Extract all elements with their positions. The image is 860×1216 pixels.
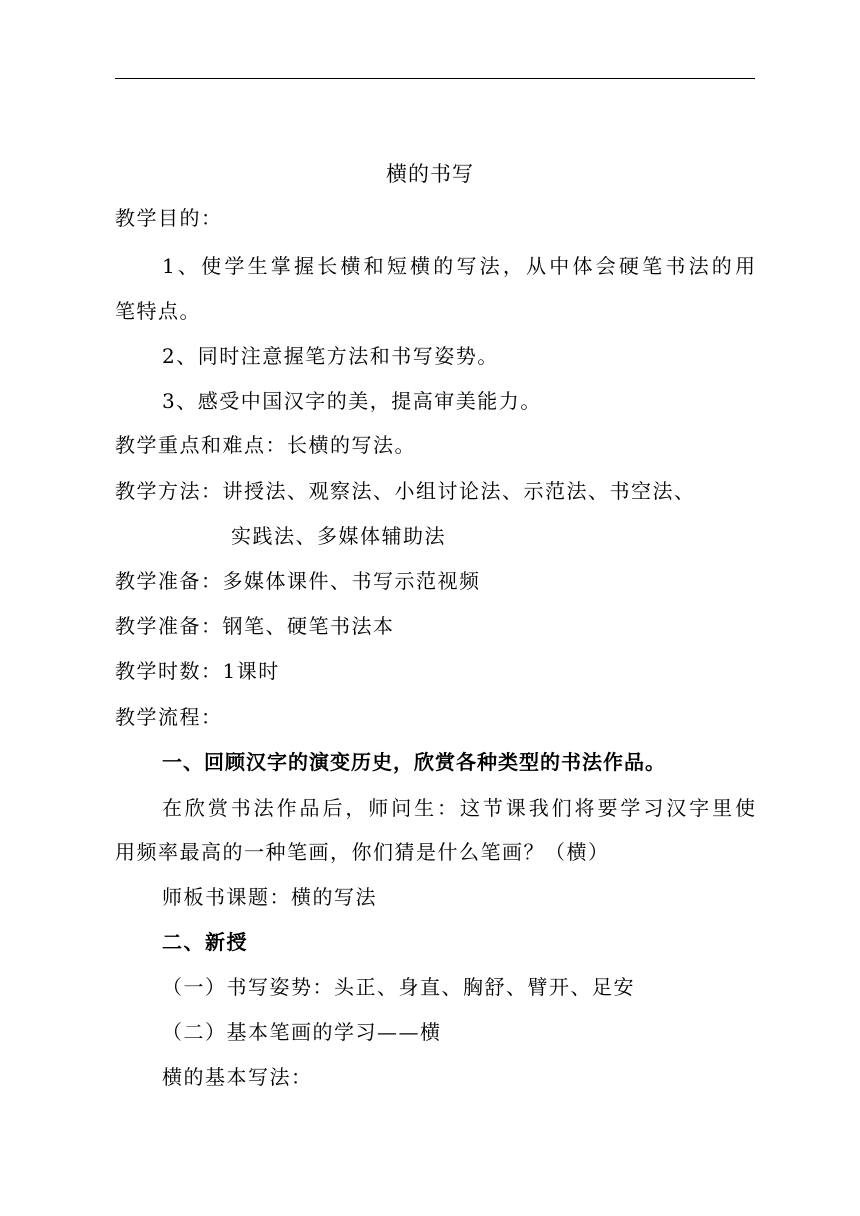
page-title: 横的书写 xyxy=(386,162,474,186)
section-2-heading: 二、新授 xyxy=(162,930,248,954)
objectives-heading: 教学目的： xyxy=(115,206,223,230)
para-3: 横的基本写法： xyxy=(162,1065,313,1089)
para-1-line-1: 在欣赏书法作品后，师问生：这节课我们将要学习汉字里使 xyxy=(162,796,755,820)
para-1-line-2: 用频率最高的一种笔画，你们猜是什么笔画？（横） xyxy=(115,840,610,864)
prep-1-value: 多媒体课件、书写示范视频 xyxy=(222,569,481,593)
objective-1-line-2: 笔特点。 xyxy=(115,299,201,323)
objective-2: 2、同时注意握笔方法和书写姿势。 xyxy=(162,344,499,368)
header-rule xyxy=(115,78,755,79)
methods-label: 教学方法： xyxy=(115,479,223,503)
objective-3: 3、感受中国汉字的美，提高审美能力。 xyxy=(162,389,542,413)
section-1-heading: 一、回顾汉字的演变历史，欣赏各种类型的书法作品。 xyxy=(162,750,666,774)
keypoint-value: 长横的写法。 xyxy=(287,433,416,457)
methods-row xyxy=(115,477,696,505)
methods-line-1: 讲授法、观察法、小组讨论法、示范法、书空法、 xyxy=(222,479,696,503)
para-2: 师板书课题：横的写法 xyxy=(162,885,377,909)
process-heading: 教学流程： xyxy=(115,705,223,729)
hours-label: 教学时数： xyxy=(115,659,223,683)
prep-2-value: 钢笔、硬笔书法本 xyxy=(222,614,395,638)
keypoint-label: 教学重点和难点： xyxy=(115,433,287,457)
keypoint-row xyxy=(115,431,416,459)
sub-2: （二）基本笔画的学习——横 xyxy=(162,1020,442,1044)
sub-1: （一）书写姿势：头正、身直、胸舒、臂开、足安 xyxy=(162,975,635,999)
prep-2-label: 教学准备： xyxy=(115,614,223,638)
prep-1-row xyxy=(115,567,481,595)
objective-1-line-1: 1、使学生掌握长横和短横的写法，从中体会硬笔书法的用 xyxy=(162,254,755,278)
methods-line-2: 实践法、多媒体辅助法 xyxy=(231,524,446,548)
prep-1-label: 教学准备： xyxy=(115,569,223,593)
hours-value: 1课时 xyxy=(222,659,280,683)
hours-row xyxy=(115,657,280,685)
prep-2-row xyxy=(115,612,395,640)
